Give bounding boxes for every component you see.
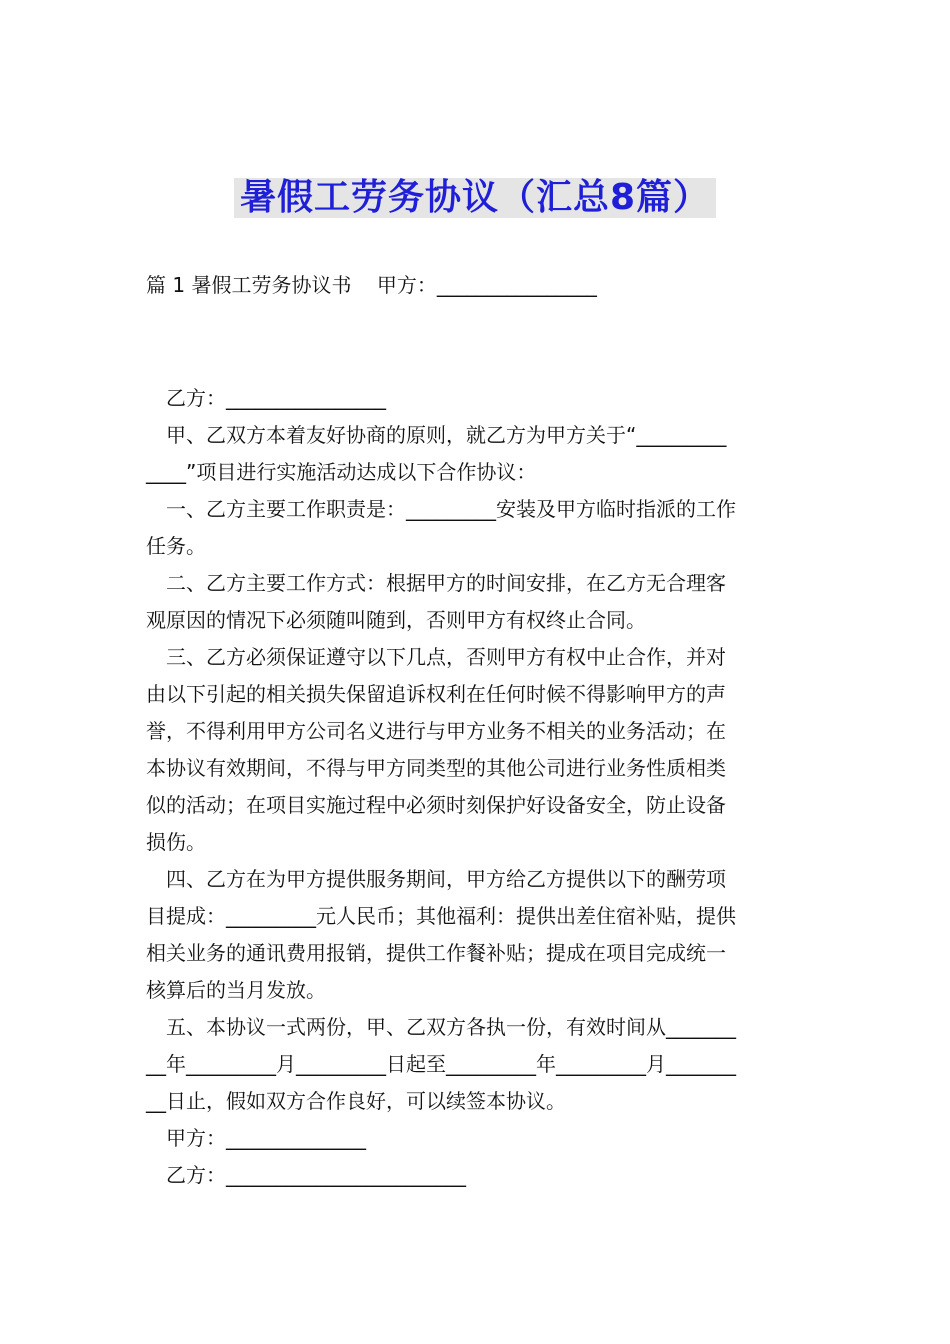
clause-3-line-5: 似的活动；在项目实施过程中必须时刻保护好设备安全，防止设备 <box>146 793 726 817</box>
title-container <box>0 178 950 218</box>
clause-4-line-3: 相关业务的通讯费用报销，提供工作餐补贴；提成在项目完成统一 <box>146 941 726 965</box>
clause-2-line-2: 观原因的情况下必须随叫随到，否则甲方有权终止合同。 <box>146 608 646 632</box>
signature-party-a: 甲方：______________ <box>166 1126 366 1150</box>
preamble-line-1: 甲、乙双方本着友好协商的原则，就乙方为甲方关于“_________ <box>166 423 727 447</box>
document-title: 暑假工劳务协议（汇总8篇） <box>234 178 716 218</box>
clause-3-line-4: 本协议有效期间，不得与甲方同类型的其他公司进行业务性质相类 <box>146 756 726 780</box>
clause-3-line-1: 三、乙方必须保证遵守以下几点，否则甲方有权中止合作，并对 <box>166 645 726 669</box>
clause-1-line-1: 一、乙方主要工作职责是：_________安装及甲方临时指派的工作 <box>166 497 736 521</box>
clause-2-line-1: 二、乙方主要工作方式：根据甲方的时间安排，在乙方无合理客 <box>166 571 726 595</box>
section-1-heading: 篇 1 暑假工劳务协议书 甲方：________________ <box>146 273 597 297</box>
clause-3-line-3: 誉，不得利用甲方公司名义进行与甲方业务不相关的业务活动；在 <box>146 719 726 743</box>
clause-4-line-4: 核算后的当月发放。 <box>146 978 326 1002</box>
party-b-line: 乙方：________________ <box>166 386 386 410</box>
clause-3-line-2: 由以下引起的相关损失保留追诉权利在任何时候不得影响甲方的声 <box>146 682 726 706</box>
clause-3-line-6: 损伤。 <box>146 830 206 854</box>
clause-4-line-1: 四、乙方在为甲方提供服务期间，甲方给乙方提供以下的酬劳项 <box>166 867 726 891</box>
clause-5-line-2: __年_________月_________日起至_________年_________月_______ <box>146 1052 736 1076</box>
clause-5-line-1: 五、本协议一式两份，甲、乙双方各执一份，有效时间从_______ <box>166 1015 736 1039</box>
blank-space <box>146 304 806 380</box>
signature-party-b: 乙方：________________________ <box>166 1163 466 1187</box>
document-body <box>146 267 806 1194</box>
preamble-line-2: ____”项目进行实施活动达成以下合作协议： <box>146 460 537 484</box>
clause-4-line-2: 目提成：_________元人民币；其他福利：提供出差住宿补贴，提供 <box>146 904 736 928</box>
clause-1-line-2: 任务。 <box>146 534 206 558</box>
clause-5-line-3: __日止，假如双方合作良好，可以续签本协议。 <box>146 1089 566 1113</box>
